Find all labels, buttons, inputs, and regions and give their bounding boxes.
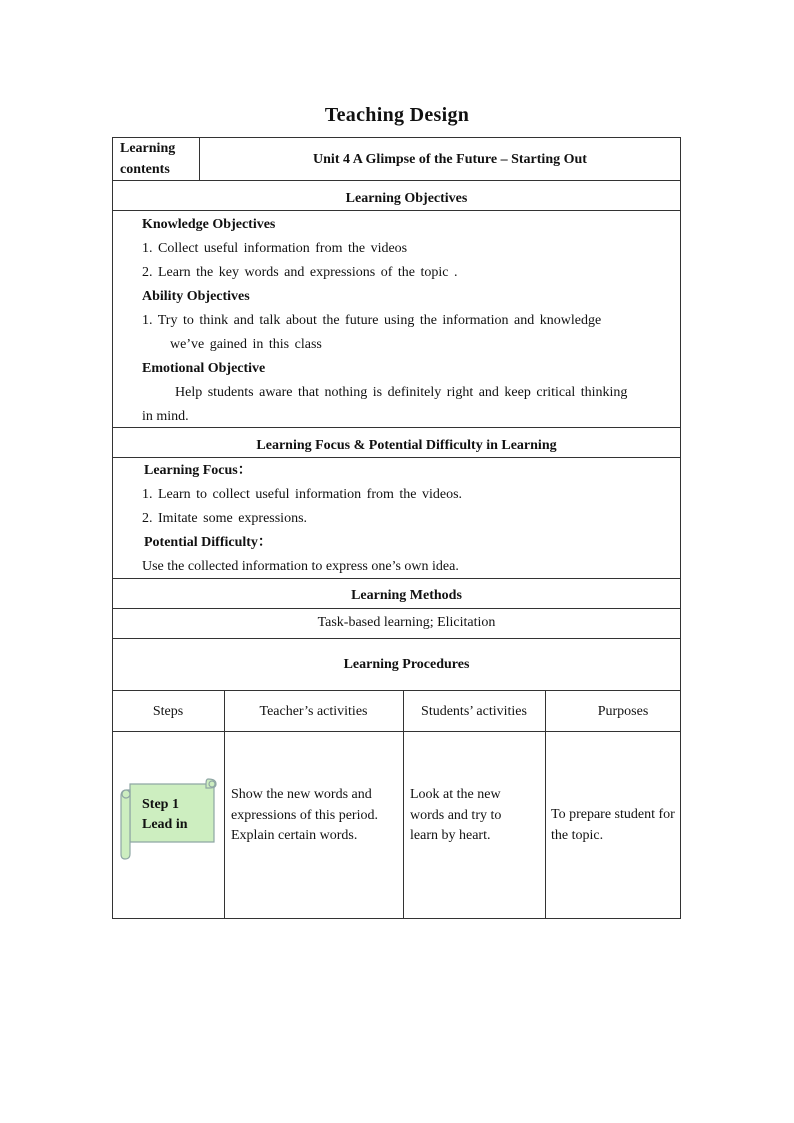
unit-title: Unit 4 A Glimpse of the Future – Starting Out (313, 152, 587, 167)
potential-difficulty-text: Use the collected information to express one’s own idea. (142, 559, 459, 574)
step-name: Lead in (142, 817, 188, 832)
table-divider (112, 690, 681, 691)
column-header-teacher: Teacher’s activities (259, 704, 368, 719)
students-activity-cell: Look at the new words and try to learn by heart. (410, 787, 502, 843)
learning-contents-label: contents (120, 162, 170, 177)
emotional-objective-text-continued: in mind. (142, 409, 189, 424)
knowledge-objectives-title: Knowledge Objectives (142, 217, 276, 232)
ability-item-continued: we’ve gained in this class (170, 337, 322, 352)
table-divider (112, 457, 681, 458)
knowledge-item: 2. Learn the key words and expressions of the topic . (142, 265, 458, 280)
learning-focus-title: Learning Focus： (144, 463, 252, 478)
learning-contents-label: Learning (120, 141, 176, 156)
methods-heading: Learning Methods (351, 588, 462, 603)
table-divider (224, 690, 225, 919)
table-divider (112, 578, 681, 579)
procedures-heading: Learning Procedures (343, 657, 470, 672)
column-header-students: Students’ activities (421, 704, 527, 719)
teacher-activity-cell: Show the new words and expressions of this period. Explain certain words. (231, 787, 378, 843)
table-divider (112, 210, 681, 211)
focus-heading: Learning Focus & Potential Difficulty in Learning (256, 438, 557, 453)
knowledge-item: 1. Collect useful information from the videos (142, 241, 408, 256)
document-title: Teaching Design (324, 104, 470, 126)
step-label: Step 1 (142, 797, 179, 812)
emotional-objective-title: Emotional Objective (142, 361, 266, 376)
objectives-heading: Learning Objectives (345, 191, 468, 206)
table-divider (112, 608, 681, 609)
column-header-steps: Steps (152, 704, 184, 719)
table-divider (112, 731, 681, 732)
table-divider (112, 427, 681, 428)
table-divider (112, 180, 681, 181)
focus-item: 2. Imitate some expressions. (142, 511, 308, 526)
focus-item: 1. Learn to collect useful information from the videos. (142, 487, 463, 502)
emotional-objective-text: Help students aware that nothing is definitely right and keep critical thinking (175, 385, 628, 400)
methods-text: Task-based learning; Elicitation (317, 615, 496, 630)
ability-objectives-title: Ability Objectives (142, 289, 250, 304)
purpose-cell: To prepare student for the topic. (551, 807, 675, 843)
ability-item: 1. Try to think and talk about the future using the information and knowledge (142, 313, 602, 328)
table-divider (112, 638, 681, 639)
column-header-purposes: Purposes (597, 704, 649, 719)
potential-difficulty-title: Potential Difficulty： (144, 535, 272, 550)
table-divider (545, 690, 546, 919)
table-divider (403, 690, 404, 919)
